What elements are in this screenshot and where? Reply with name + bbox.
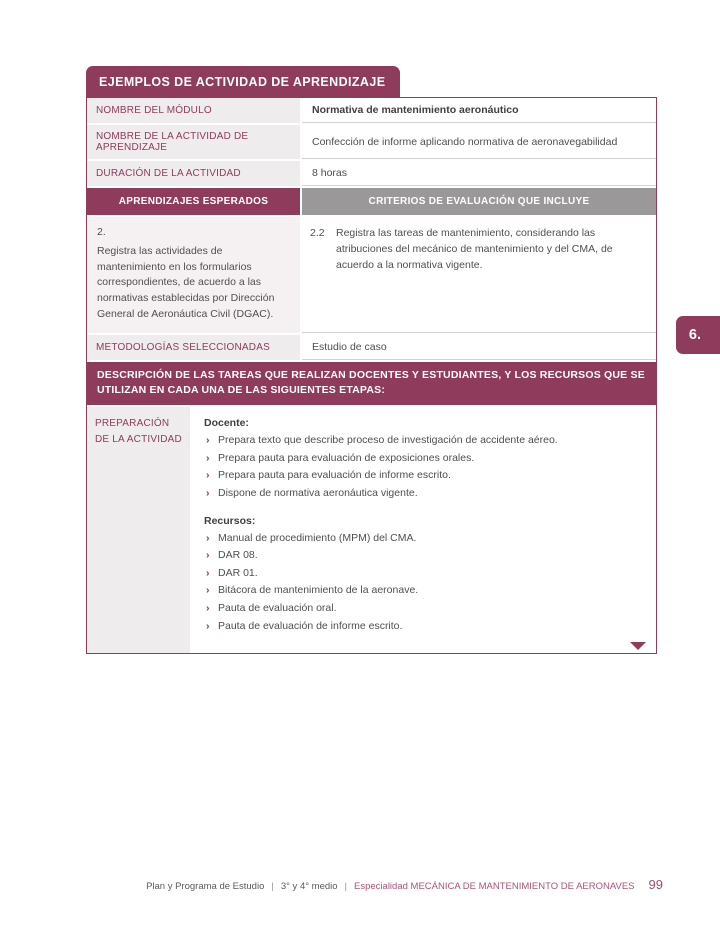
duration-label: DURACIÓN DE LA ACTIVIDAD xyxy=(87,161,300,186)
recursos-heading: Recursos: xyxy=(204,514,256,527)
continuation-arrow-icon xyxy=(630,642,646,650)
page-footer xyxy=(146,877,663,892)
docente-list xyxy=(204,432,642,503)
list-item: › Prepara texto que describe proceso de investigación de accidente aéreo. xyxy=(204,432,642,450)
table-row-activity-name xyxy=(87,125,656,159)
footer-separator: | xyxy=(344,881,348,892)
preparation-label: PREPARACIÓN DE LA ACTIVIDAD xyxy=(87,407,190,653)
list-item: › Manual de procedimiento (MPM) del CMA. xyxy=(204,530,642,548)
page-number: 99 xyxy=(648,877,663,892)
methodology-value: Estudio de caso xyxy=(302,335,656,360)
evaluation-criteria-cell xyxy=(302,217,656,333)
list-item: › Bitácora de mantenimiento de la aeronave. xyxy=(204,582,642,600)
footer-grade-text: 3° y 4° medio xyxy=(280,881,338,892)
methodology-label: METODOLOGÍAS SELECCIONADAS xyxy=(87,335,300,360)
list-item: › DAR 08. xyxy=(204,547,642,565)
table-row-duration xyxy=(87,161,656,186)
docente-heading: Docente: xyxy=(204,417,249,429)
list-item: › Pauta de evaluación oral. xyxy=(204,600,642,618)
criterion-number: 2.2 xyxy=(310,227,325,239)
duration-value: 8 horas xyxy=(302,161,656,186)
module-name-value: Normativa de mantenimiento aeronáutico xyxy=(302,98,656,123)
list-item: › Pauta de evaluación de informe escrito. xyxy=(204,618,642,636)
evaluation-criteria-header: CRITERIOS DE EVALUACIÓN QUE INCLUYE xyxy=(302,188,656,215)
footer-program-text: Plan y Programa de Estudio xyxy=(146,881,265,892)
column-header-row xyxy=(87,188,656,215)
activity-title-banner: EJEMPLOS DE ACTIVIDAD DE APRENDIZAJE xyxy=(86,66,400,97)
list-item: › Prepara pauta para evaluación de exposiciones orales. xyxy=(204,450,642,468)
section-tab-6: 6. xyxy=(676,316,720,354)
table-row-methodology xyxy=(87,335,656,360)
list-item: › Prepara pauta para evaluación de informe escrito. xyxy=(204,467,642,485)
recursos-list xyxy=(204,530,642,636)
list-item: › Dispone de normativa aeronáutica vigente. xyxy=(204,485,642,503)
preparation-row xyxy=(87,407,656,653)
learning-text: Registra las actividades de mantenimiento en los formularios correspondientes, de acuerdo a las normativas establecidas por Dirección General de Aeronáutica Civil (DGAC). xyxy=(97,244,275,320)
learning-content-row xyxy=(87,217,656,333)
footer-specialty-text: Especialidad MECÁNICA DE MANTENIMIENTO DE AERONAVES xyxy=(354,881,635,892)
footer-separator: | xyxy=(271,881,274,892)
list-item: › DAR 01. xyxy=(204,565,642,583)
table-row-module-name xyxy=(87,98,656,123)
activity-name-value: Confección de informe aplicando normativa de aeronavegabilidad xyxy=(302,125,656,159)
activity-grid xyxy=(86,97,657,654)
expected-learning-cell xyxy=(87,217,300,333)
preparation-content xyxy=(192,407,656,653)
criterion-text: Registra las tareas de mantenimiento, considerando las atribuciones del mecánico de mantenimiento y del CMA, de acuerdo a la normativa vigente. xyxy=(336,227,613,271)
activity-table xyxy=(86,66,657,654)
activity-name-label: NOMBRE DE LA ACTIVIDAD DE APRENDIZAJE xyxy=(87,125,300,159)
tasks-description-banner: DESCRIPCIÓN DE LAS TAREAS QUE REALIZAN DOCENTES Y ESTUDIANTES, Y LOS RECURSOS QUE SE UTILIZAN EN CADA UNA DE LAS SIGUIENTES ETAPAS: xyxy=(87,362,656,406)
learning-number: 2. xyxy=(97,226,106,238)
module-name-label: NOMBRE DEL MÓDULO xyxy=(87,98,300,123)
expected-learning-header: APRENDIZAJES ESPERADOS xyxy=(87,188,300,215)
